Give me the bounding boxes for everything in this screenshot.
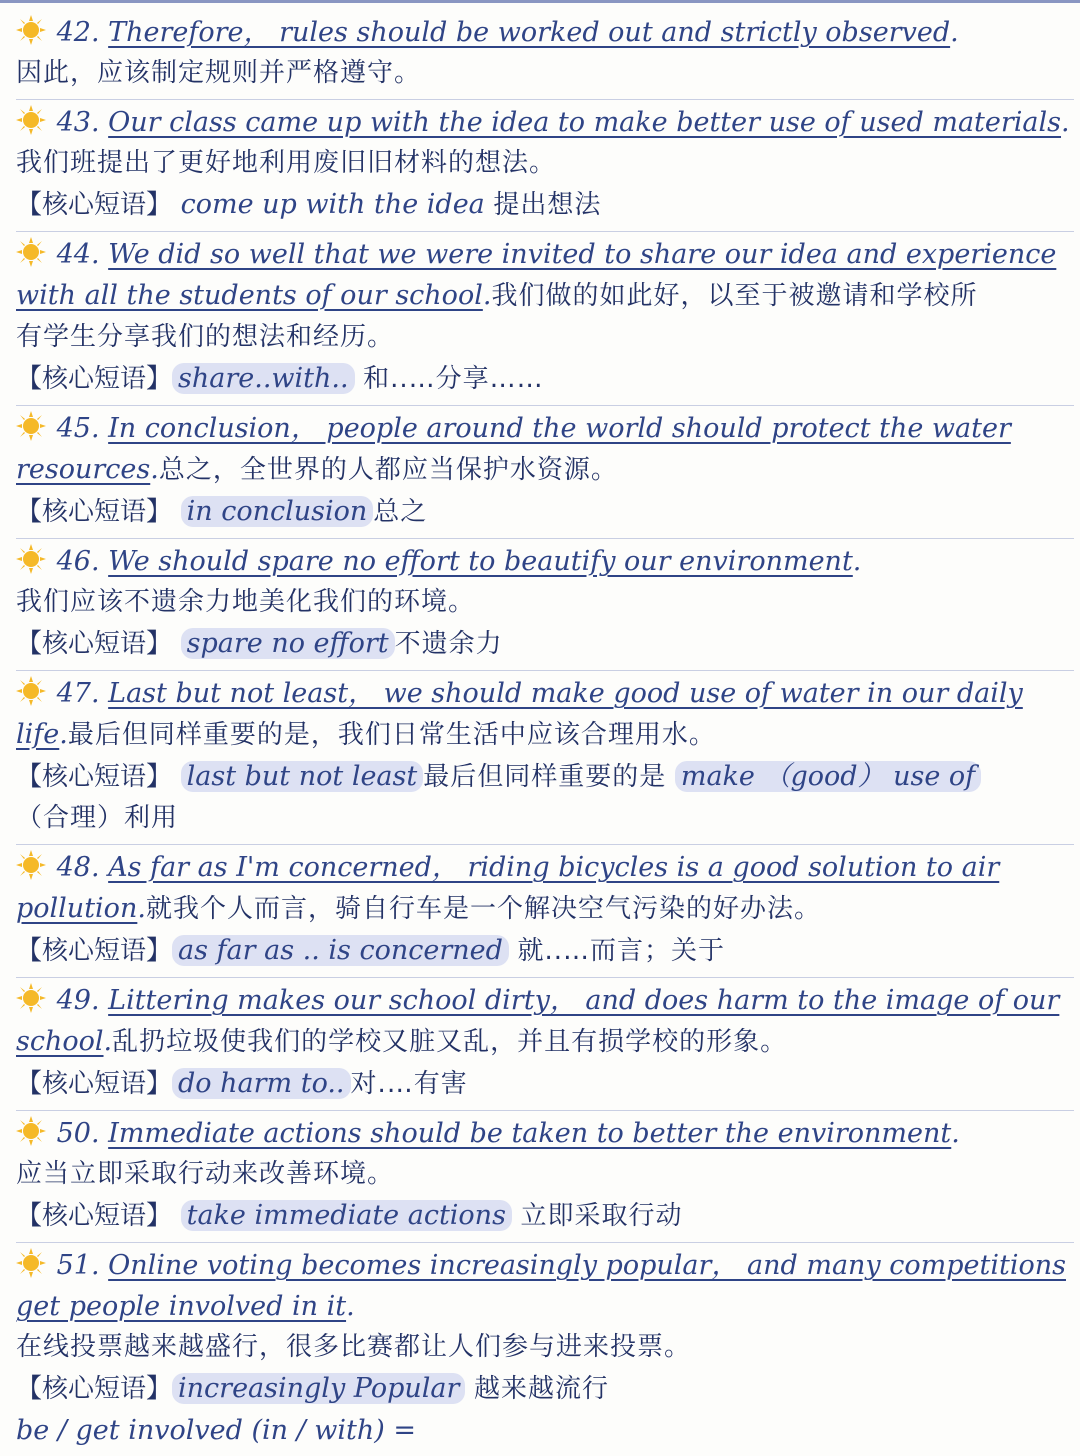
sentence-line bbox=[16, 12, 1074, 53]
sentence-line bbox=[16, 102, 1074, 143]
core-phrase-meaning: 最后但同样重要的是 bbox=[423, 762, 667, 792]
entry-44 bbox=[16, 232, 1074, 406]
sentence-line: life.最后但同样重要的是，我们日常生活中应该合理用水。 bbox=[16, 719, 716, 750]
sun-icon bbox=[16, 105, 46, 135]
core-phrase-meaning: 就..…而言；关于 bbox=[517, 936, 726, 966]
sentence-line: pollution.就我个人而言，骑自行车是一个解决空气污染的好办法。 bbox=[16, 893, 821, 924]
chinese-translation: 我们应该不遗余力地美化我们的环境。 bbox=[16, 587, 476, 617]
entry-49 bbox=[16, 978, 1074, 1111]
chinese-translation: 就我个人而言，骑自行车是一个解决空气污染的好办法。 bbox=[145, 894, 821, 924]
english-sentence-continued: get people involved in it bbox=[16, 1291, 347, 1322]
entry-number: 50. bbox=[56, 1118, 100, 1149]
sentence-line bbox=[16, 1245, 1074, 1286]
core-phrase: as far as .. is concerned bbox=[172, 935, 509, 966]
core-phrase-line bbox=[16, 623, 1074, 665]
sentence-line: school.乱扔垃圾使我们的学校又脏又乱，并且有损学校的形象。 bbox=[16, 1026, 788, 1057]
core-phrase: come up with the idea bbox=[180, 189, 485, 220]
sentence-period: . bbox=[1061, 107, 1070, 138]
chinese-translation: 因此，应该制定规则并严格遵守。 bbox=[16, 58, 422, 88]
sentence-list bbox=[16, 10, 1074, 1456]
chinese-translation: 我们班提出了更好地利用废旧旧材料的想法。 bbox=[16, 148, 557, 178]
core-phrase-meaning: 提出想法 bbox=[493, 190, 602, 220]
sun-icon bbox=[16, 544, 46, 574]
entry-42 bbox=[16, 10, 1074, 100]
entry-number: 51. bbox=[56, 1250, 100, 1281]
entry-number: 42. bbox=[56, 17, 100, 48]
core-phrase-tag: 【核心短语】 bbox=[16, 364, 173, 394]
chinese-translation: 在线投票越来越盛行，很多比赛都让人们参与进来投票。 bbox=[16, 1332, 692, 1362]
english-sentence-continued: resources bbox=[16, 454, 151, 485]
sentence-period: . bbox=[950, 17, 959, 48]
english-sentence-continued: school bbox=[16, 1026, 104, 1057]
sentence-line bbox=[16, 408, 1074, 449]
sun-icon bbox=[16, 850, 46, 880]
core-phrase: last but not least bbox=[181, 761, 424, 792]
entry-47 bbox=[16, 671, 1074, 845]
sentence-line bbox=[16, 541, 1074, 582]
sentence-line bbox=[16, 847, 1074, 888]
sun-icon bbox=[16, 676, 46, 706]
top-border bbox=[0, 0, 1080, 3]
core-phrase: increasingly Popular bbox=[172, 1373, 465, 1404]
core-phrase-line bbox=[16, 491, 1074, 533]
sentence-line bbox=[16, 673, 1074, 714]
entry-45 bbox=[16, 406, 1074, 539]
core-phrase-line bbox=[16, 1195, 1074, 1237]
core-phrase-tag: 【核心短语】 bbox=[16, 190, 173, 220]
english-sentence: Immediate actions should be taken to better the environment bbox=[108, 1118, 952, 1149]
entry-50 bbox=[16, 1111, 1074, 1243]
core-phrase: do harm to.. bbox=[172, 1068, 351, 1099]
core-phrase-meaning: 越来越流行 bbox=[474, 1374, 610, 1404]
english-sentence: Littering makes our school dirty， and does harm to the image of our bbox=[108, 985, 1060, 1016]
core-phrase-line bbox=[16, 1063, 1074, 1105]
english-sentence: As far as I'm concerned， riding bicycles is a good solution to air bbox=[108, 852, 1000, 883]
english-sentence: Last but not least， we should make good use of water in our daily bbox=[108, 678, 1023, 709]
core-phrase-2-meaning: （合理）利用 bbox=[16, 803, 179, 833]
sentence-period: . bbox=[951, 1118, 960, 1149]
entry-number: 47. bbox=[56, 678, 100, 709]
core-phrase-line bbox=[16, 1368, 1074, 1410]
core-phrase: take immediate actions bbox=[181, 1200, 512, 1231]
english-sentence-continued: with all the students of our school bbox=[16, 280, 483, 311]
entry-43 bbox=[16, 100, 1074, 232]
sentence-line bbox=[16, 234, 1074, 275]
english-sentence: We did so well that we were invited to share our idea and experience bbox=[108, 239, 1057, 270]
chinese-translation: 最后但同样重要的是，我们日常生活中应该合理用水。 bbox=[67, 720, 716, 750]
core-phrase-tag: 【核心短语】 bbox=[16, 1201, 173, 1231]
sentence-line: with all the students of our school.我们做的如此好，以至于被邀请和学校所 bbox=[16, 280, 978, 311]
core-phrase-line bbox=[16, 358, 1074, 400]
core-phrase-line bbox=[16, 756, 1074, 798]
core-phrase-meaning: 和..…分享…… bbox=[363, 364, 544, 394]
english-sentence: Our class came up with the idea to make better use of used materials bbox=[108, 107, 1062, 138]
core-phrase-tag: 【核心短语】 bbox=[16, 1069, 173, 1099]
entry-number: 46. bbox=[56, 546, 100, 577]
chinese-translation: 我们做的如此好，以至于被邀请和学校所 bbox=[491, 281, 978, 311]
core-phrase-2: make （good） use of bbox=[675, 761, 981, 792]
core-phrase-line bbox=[16, 184, 1074, 226]
core-phrase-meaning: 总之 bbox=[373, 497, 428, 527]
sentence-line bbox=[16, 1113, 1074, 1154]
core-phrase: share..with.. bbox=[172, 363, 355, 394]
sentence-line: get people involved in it. bbox=[16, 1291, 355, 1322]
core-phrase: spare no effort bbox=[181, 628, 395, 659]
english-sentence-continued: life bbox=[16, 719, 60, 750]
entry-51 bbox=[16, 1243, 1074, 1456]
core-phrase-meaning: 立即采取行动 bbox=[520, 1201, 683, 1231]
core-phrase-meaning: 不遗余力 bbox=[394, 629, 503, 659]
sentence-line: resources.总之，全世界的人都应当保护水资源。 bbox=[16, 454, 618, 485]
sun-icon bbox=[16, 15, 46, 45]
entry-number: 44. bbox=[56, 239, 100, 270]
core-phrase-tag: 【核心短语】 bbox=[16, 629, 173, 659]
core-phrase-line bbox=[16, 930, 1074, 972]
chinese-translation-continued: 有学生分享我们的想法和经历。 bbox=[16, 322, 395, 352]
entry-number: 48. bbox=[56, 852, 100, 883]
core-phrase: in conclusion bbox=[181, 496, 374, 527]
entry-number: 45. bbox=[56, 413, 100, 444]
sun-icon bbox=[16, 1248, 46, 1278]
english-sentence: Online voting becomes increasingly popular， and many competitions bbox=[108, 1250, 1066, 1281]
chinese-translation: 乱扔垃圾使我们的学校又脏又乱，并且有损学校的形象。 bbox=[112, 1027, 788, 1057]
english-sentence: In conclusion， people around the world should protect the water bbox=[108, 413, 1011, 444]
sun-icon bbox=[16, 983, 46, 1013]
english-sentence-continued: pollution bbox=[16, 893, 138, 924]
core-phrase-meaning: 对.…有害 bbox=[350, 1069, 468, 1099]
core-phrase-tag: 【核心短语】 bbox=[16, 762, 173, 792]
core-phrase-tag: 【核心短语】 bbox=[16, 497, 173, 527]
sentence-line bbox=[16, 980, 1074, 1021]
sun-icon bbox=[16, 237, 46, 267]
extra-note: be / get involved (in / with) = bbox=[16, 1415, 417, 1446]
entry-number: 43. bbox=[56, 107, 100, 138]
chinese-translation: 总之，全世界的人都应当保护水资源。 bbox=[158, 455, 618, 485]
entry-48 bbox=[16, 845, 1074, 978]
core-phrase-tag: 【核心短语】 bbox=[16, 936, 173, 966]
chinese-translation: 应当立即采取行动来改善环境。 bbox=[16, 1159, 395, 1189]
sun-icon bbox=[16, 411, 46, 441]
english-sentence: Therefore， rules should be worked out and strictly observed bbox=[108, 17, 951, 48]
core-phrase-tag: 【核心短语】 bbox=[16, 1374, 173, 1404]
entry-46 bbox=[16, 539, 1074, 671]
sentence-period: . bbox=[852, 546, 862, 577]
english-sentence: We should spare no effort to beautify our environment bbox=[108, 546, 853, 577]
sun-icon bbox=[16, 1116, 46, 1146]
entry-number: 49. bbox=[56, 985, 100, 1016]
